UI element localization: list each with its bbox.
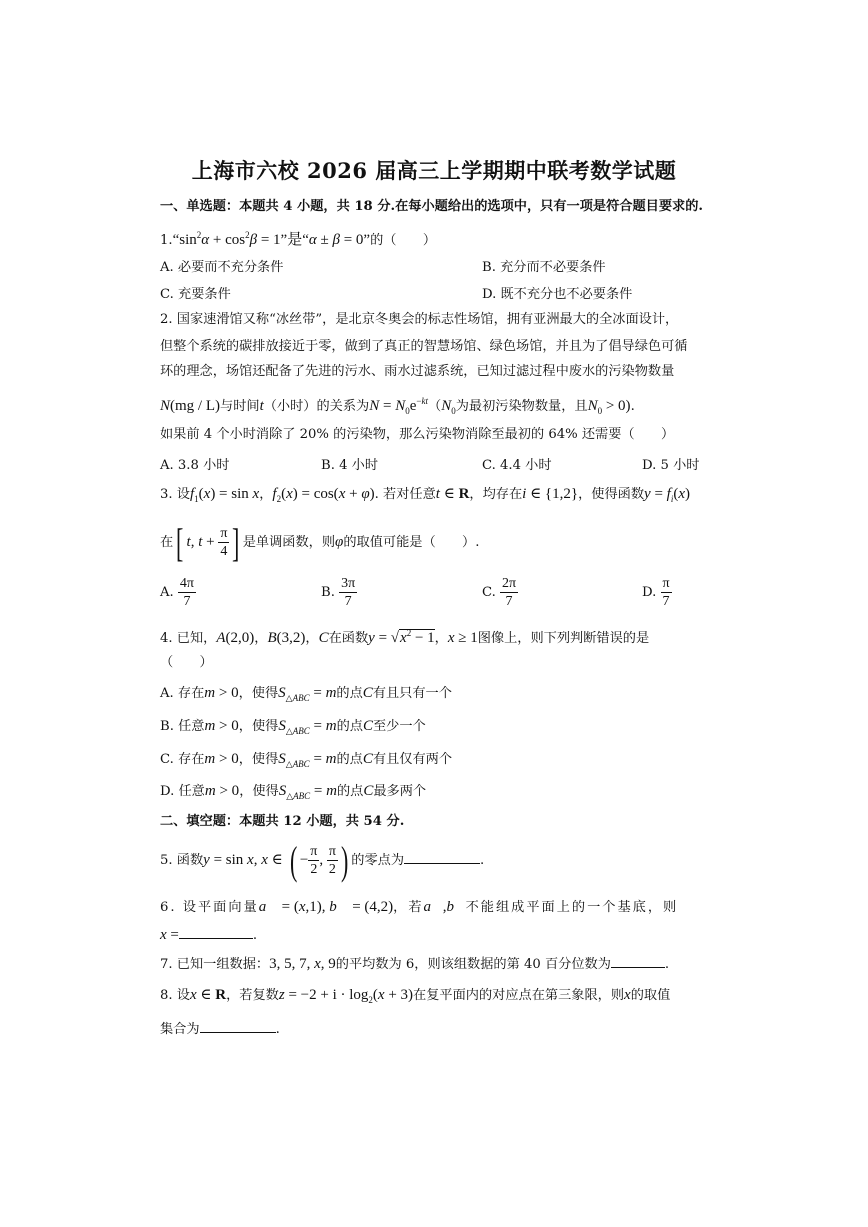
question-3-line-1: 3. 设$f_1(x) = \sin x$，$f_2(x) = \cos(x + \varphi)$. 若对任意t ∈ R，均存在i ∈ {1,2}，使得函数$y = f_i(x)$: [160, 486, 691, 504]
answer-blank-q6[interactable]: [179, 926, 253, 939]
question-2-line-2: 但整个系统的碳排放接近于零，做到了真正的智慧场馆、绿色场馆，并且为了倡导绿色可循: [160, 339, 688, 354]
q3-option-b: B. $\frac{3\pi}{7}$: [321, 576, 356, 609]
q2-option-d: D. 5 小时: [642, 458, 700, 473]
question-2-line-5: 如果前 4 个小时消除了 20% 的污染物，那么污染物消除至最初的 64% 还需要（ ）: [160, 427, 675, 442]
q4-option-a: A. 存在m > 0，使得$S_{\triangle ABC} = m$的点C有且只有一个: [160, 685, 452, 703]
q2-option-c: C. 4.4 小时: [482, 458, 552, 473]
answer-blank-q5[interactable]: [404, 851, 480, 864]
q1-option-d: D. 既不充分也不必要条件: [482, 287, 633, 302]
page-title: 上海市六校 2026 届高三上学期期中联考数学试题: [191, 158, 677, 183]
q4-option-d: D. 任意m > 0，使得$S_{\triangle ABC} = m$的点C最多两个: [160, 783, 427, 801]
answer-blank-q7[interactable]: [611, 955, 665, 968]
answer-blank-q8[interactable]: [200, 1020, 276, 1033]
question-8-line-2: 集合为 .: [160, 1022, 280, 1037]
q4-option-b: B. 任意m > 0，使得$S_{\triangle ABC} = m$的点C至少一个: [160, 718, 426, 736]
q1-option-a: A. 必要而不充分条件: [160, 260, 284, 275]
q2-option-a: A. 3.8 小时: [160, 458, 230, 473]
q3-option-d: D. $\frac{\pi}{7}$: [642, 576, 670, 609]
question-2-line-4: N(mg / L)与时间t（小时）的关系为$N = N_0e^{-kt}(N_0$为最初污染物数量，且$N_0 > 0$).: [160, 396, 635, 416]
question-4-paren: （ ）: [160, 655, 213, 670]
question-4-line-1: 4. 已知，A(2,0)，B(3,2)，C在函数$y = √x^2 - 1$，x ≥ 1图像上，则下列判断错误的是: [160, 628, 650, 646]
question-6-line-1: 6. 设平面向量a⃗ = (x,1), b⃗ = (4,2)，若a⃗,b⃗不能组成平面上的一个基底，则: [160, 899, 679, 915]
q1-option-b: B. 充分而不必要条件: [482, 260, 606, 275]
question-6-line-2: x = .: [160, 927, 258, 943]
q2-option-b: B. 4 小时: [321, 458, 379, 473]
q1-option-c: C. 充要条件: [160, 287, 231, 302]
q3-option-c: C. $\frac{2\pi}{7}$: [482, 576, 517, 609]
q3-option-a: A. $\frac{4\pi}{7}$: [160, 576, 194, 609]
question-5: 5. 函数y = sin x, x ∈ ( − $\frac{\pi}{2}$ , $\frac{\pi}{2}$ ) 的零点为 .: [160, 837, 485, 883]
question-7: 7. 已知一组数据：3, 5, 7, x, 9的平均数为 6，则该组数据的第 40 百分位数为 .: [160, 956, 670, 972]
question-8-line-1: 8. 设x ∈ R，若复数$z = -2 + i \cdot \log_2(x + 3)$在复平面内的对应点在第三象限，则x的取值: [160, 987, 671, 1005]
question-1-stem: $1.“\sin^2\alpha + \cos^2\beta = 1$”是“α ± β = 0”的（ ）: [160, 230, 437, 248]
q4-option-c: C. 存在m > 0，使得$S_{\triangle ABC} = m$的点C有且仅有两个: [160, 751, 453, 769]
question-3-line-2: 在[ t, t + $\frac{\pi}{4}$ ] 是单调函数，则φ的取值可能是（ ）.: [160, 519, 480, 565]
question-2-line-3: 环的理念，场馆还配备了先进的污水、雨水过滤系统，已知过滤过程中废水的污染物数量: [160, 364, 675, 379]
section-header-single-choice: 一、单选题：本题共 4 小题，共 18 分.在每小题给出的选项中，只有一项是符合题目要求的.: [160, 199, 704, 214]
section-header-fill-blank: 二、填空题：本题共 12 小题，共 54 分.: [160, 814, 405, 829]
question-2-line-1: 2. 国家速滑馆又称“冰丝带”，是北京冬奥会的标志性场馆，拥有亚洲最大的全冰面设计，: [160, 312, 679, 327]
